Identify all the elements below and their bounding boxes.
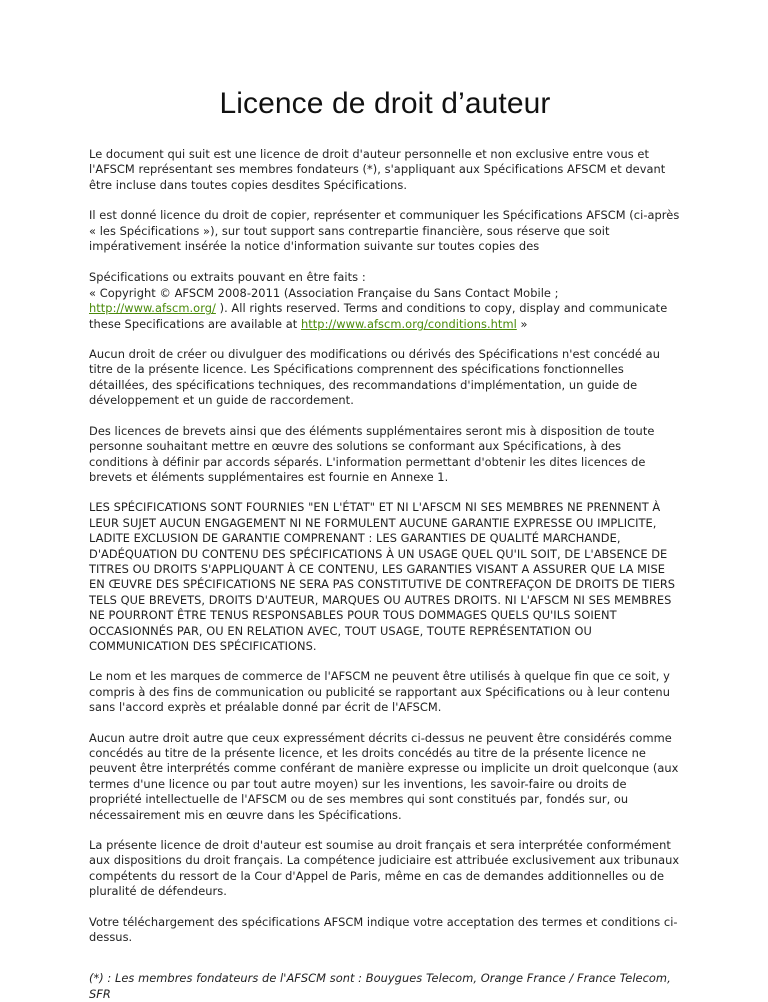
warranty-disclaimer-paragraph: LES SPÉCIFICATIONS SONT FOURNIES "EN L'ÉTAT" ET NI L'AFSCM NI SES MEMBRES NE PRENNENT À LEUR SUJET AUCUN ENGAGEMENT NI NE FORMULENT AUCUNE GARANTIE EXPRESSE OU IMPLICITE, LADITE EXCLUSION DE GARANTIE COMPRENANT : LES GARANTIES DE QUALITÉ MARCHANDE, D'ADÉQUATION DU CONTENU DES SPÉCIFICATIONS À UN USAGE QUEL QU'IL SOIT, DE L'ABSENCE DE TITRES OU DROITS S'APPLIQUANT À CE CONTENU, LES GARANTIES VISANT A ASSURER QUE LA MISE EN ŒUVRE DES SPÉCIFICATIONS NE SERA PAS CONSTITUTIVE DE CONTREFAÇON DE DROITS DE TIERS TELS QUE BREVETS, DROITS D'AUTEUR, MARQUES OU AUTRES DROITS. NI L'AFSCM NI SES MEMBRES NE POURRONT ÊTRE TENUS RESPONSABLES POUR TOUS DOMMAGES QUELS QU'ILS SOIENT OCCASIONNÉS PAR, OU EN RELATION AVEC, TOUT USAGE, TOUTE REPRÉSENTATION OU COMMUNICATION DES SPÉCIFICATIONS. (89, 500, 676, 653)
modifications-paragraph: Aucun droit de créer ou divulguer des modifications ou dérivés des Spécifications n'est concédé au titre de la présente licence. Les Spécifications comprennent des spécifications fonctionnelles détaillées, des spécifications techniques, des recommandations d'implémentation, un guide de développement et un guide de raccordement. (89, 347, 660, 408)
patents-paragraph: Des licences de brevets ainsi que des éléments supplémentaires seront mis à disposition de toute personne souhaitant mettre en œuvre des solutions se conformant aux Spécifications, à des conditions à définir par accords séparés. L'information permettant d'obtenir les dites licences de brevets et éléments supplémentaires est fournie en Annexe 1. (89, 423, 655, 484)
founding-members-footnote: (*) : Les membres fondateurs de l'AFSCM sont : Bouygues Telecom, Orange France / France Telecom, SFR (89, 971, 671, 1001)
no-other-rights-paragraph: Aucun autre droit autre que ceux expressément décrits ci-dessus ne peuvent être considérés comme concédés au titre de la présente licence, et les droits concédés au titre de la présente licence ne peuvent être interprétés comme conférant de manière expresse ou implicite un droit quelconque (aux termes d'une licence ou par tout autre moyen) sur les inventions, les savoir-faire ou droits de propriété intellectuelle de l'AFSCM ou de ses membres qui sont constitués par, fondés sur, ou nécessairement mis en œuvre dans les Spécifications. (89, 730, 679, 822)
intro-paragraph: Le document qui suit est une licence de droit d'auteur personnelle et non exclusive entre vous et l'AFSCM représentant ses membres fondateurs (*), s'appliquant aux Spécifications AFSCM et devant être incluse dans toutes copies desdites Spécifications. (89, 147, 666, 192)
acceptance-paragraph: Votre téléchargement des spécifications AFSCM indique votre acceptation des termes et conditions ci-dessus. (89, 914, 678, 945)
copyright-notice-intro: Spécifications ou extraits pouvant en être faits : (89, 270, 366, 285)
copyright-notice-text-a: « Copyright © AFSCM 2008-2011 (Association Française du Sans Contact Mobile ; (89, 285, 559, 300)
document-page (89, 0, 681, 1002)
license-grant-paragraph: Il est donné licence du droit de copier, représenter et communiquer les Spécifications AFSCM (ci-après « les Spécifications »), sur tout support sans contrepartie financière, sous réserve que soit impérativement insérée la notice d'information suivante sur toutes copies des (89, 208, 680, 254)
copyright-notice-text-c: » (516, 316, 528, 331)
afscm-conditions-link[interactable]: http://www.afscm.org/conditions.html (301, 316, 517, 331)
copyright-notice-paragraph (89, 270, 681, 332)
afscm-home-link[interactable]: http://www.afscm.org/ (89, 301, 216, 316)
governing-law-paragraph: La présente licence de droit d'auteur est soumise au droit français et sera interprétée conformément aux dispositions du droit français. La compétence judiciaire est attribuée exclusivement aux tribunaux compétents du ressort de la Cour d'Appel de Paris, même en cas de demandes additionnelles ou de pluralité de défendeurs. (89, 838, 680, 899)
copyright-notice-text-b: ). All rights reserved. Terms and conditions to copy, display and communicate these Specifications are available at (89, 301, 668, 331)
trademarks-paragraph: Le nom et les marques de commerce de l'AFSCM ne peuvent être utilisés à quelque fin que ce soit, y compris à des fins de communication ou publicité se rapportant aux Spécifications ou à leur contenu sans l'accord exprès et préalable donné par écrit de l'AFSCM. (89, 669, 670, 715)
page-title: Licence de droit d’auteur (219, 87, 551, 120)
